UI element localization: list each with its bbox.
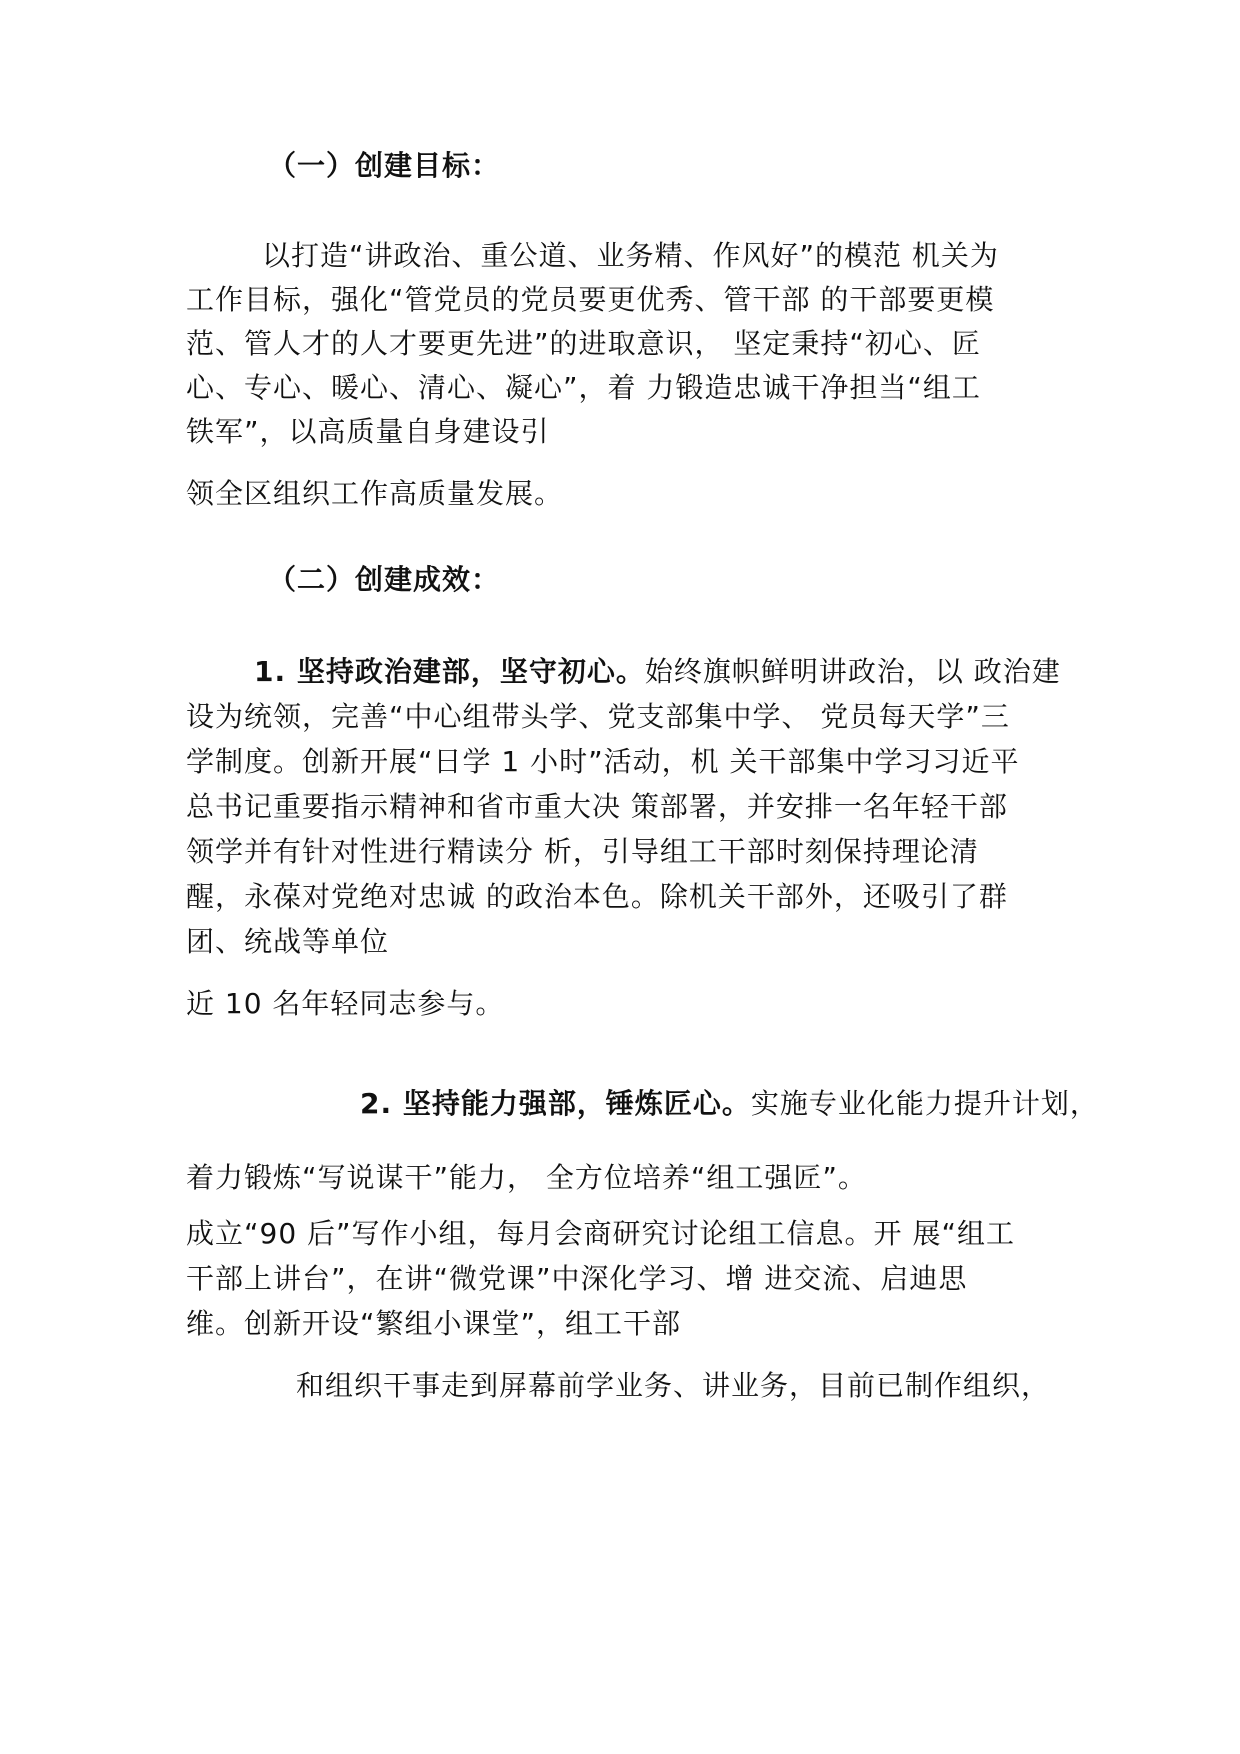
item-2-first-line [360,1084,1099,1124]
paragraph-line: 成立“90 后”写作小组，每月会商研究讨论组工信息。开 展“组工 [186,1217,1015,1250]
paragraph-line: 学制度。创新开展“日学 1 小时”活动，机 关干部集中学习习近平 [186,745,1020,778]
paragraph-line: 和组织干事走到屏幕前学业务、讲业务，目前已制作组织， [296,1369,1051,1402]
paragraph-line: 心、专心、暖心、清心、凝心”，着 力锻造忠诚干净担当“组工 [186,371,981,404]
paragraph-line: 团、统战等单位 [186,925,390,958]
paragraph-line: 铁军”，以高质量自身建设引 [186,415,550,448]
item-2-title: 2. 坚持能力强部，锤炼匠心。 [360,1087,751,1120]
paragraph-line: 工作目标，强化“管党员的党员要更优秀、管干部 的干部要更模 [186,283,995,316]
paragraph-line: 以打造“讲政治、重公道、业务精、作风好”的模范 机关为 [262,239,999,272]
paragraph-line: 醒，永葆对党绝对忠诚 的政治本色。除机关干部外，还吸引了群 [186,880,1008,913]
paragraph-line: 范、管人才的人才要更先进”的进取意识， 坚定秉持“初心、匠 [186,327,981,360]
paragraph-line: 干部上讲台”，在讲“微党课”中深化学习、增 进交流、启迪思 [186,1262,968,1295]
item-1-first-line [254,652,1061,692]
paragraph-line: 领全区组织工作高质量发展。 [186,477,564,510]
paragraph-line: 维。创新开设“繁组小课堂”，组工干部 [186,1307,682,1340]
section-2-heading: （二）创建成效： [268,563,501,596]
item-2-first-line-text: 实施专业化能力提升计划， [750,1087,1099,1120]
item-1-first-line-text: 始终旗帜鲜明讲政治，以 政治建 [644,655,1061,688]
paragraph-line: 着力锻炼“写说谋干”能力， 全方位培养“组工强匠”。 [186,1161,867,1194]
section-1-heading: （一）创建目标： [268,149,501,182]
paragraph-line: 总书记重要指示精神和省市重大决 策部署，并安排一名年轻干部 [186,790,1008,823]
paragraph-line: 设为统领，完善“中心组带头学、党支部集中学、 党员每天学”三 [186,700,1010,733]
item-1-title: 1. 坚持政治建部，坚守初心。 [254,655,645,688]
paragraph-line: 近 10 名年轻同志参与。 [186,987,505,1020]
paragraph-line: 领学并有针对性进行精读分 析，引导组工干部时刻保持理论清 [186,835,979,868]
